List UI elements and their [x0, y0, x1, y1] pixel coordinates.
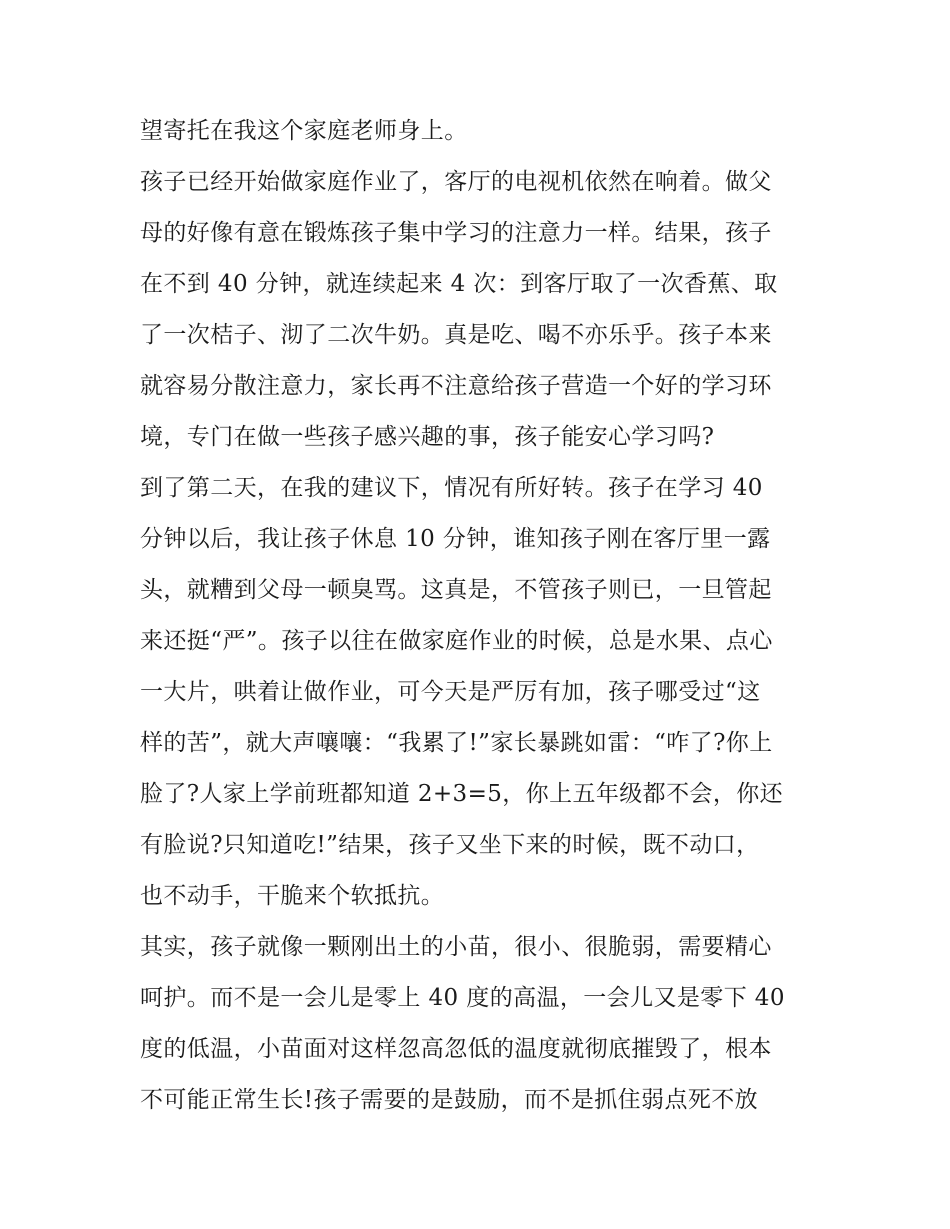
text-line: 了一次桔子、沏了二次牛奶。真是吃、喝不亦乐乎。孩子本来	[140, 322, 772, 348]
text-line: 望寄托在我这个家庭老师身上。	[140, 118, 468, 144]
text-line: 脸了?人家上学前班都知道 2+3=5，你上五年级都不会，你还	[140, 781, 784, 807]
text-line: 分钟以后，我让孩子休息 10 分钟，谁知孩子刚在客厅里一露	[140, 526, 771, 552]
text-line: 孩子已经开始做家庭作业了，客厅的电视机依然在响着。做父	[140, 169, 772, 195]
text-line: 到了第二天，在我的建议下，情况有所好转。孩子在学习 40	[140, 475, 763, 501]
text-line: 其实，孩子就像一颗刚出土的小苗，很小、很脆弱，需要精心	[140, 934, 772, 960]
text-body	[140, 106, 820, 1126]
text-line: 也不动手，干脆来个软抵抗。	[140, 883, 445, 909]
text-line: 样的苦”，就大声嚷嚷：“我累了!”家长暴跳如雷：“咋了?你上	[140, 730, 773, 756]
text-line: 头，就糟到父母一顿臭骂。这真是，不管孩子则已，一旦管起	[140, 577, 772, 603]
text-line: 在不到 40 分钟，就连续起来 4 次：到客厅取了一次香蕉、取	[140, 271, 778, 297]
text-line: 境，专门在做一些孩子感兴趣的事，孩子能安心学习吗?	[140, 424, 715, 450]
text-line: 母的好像有意在锻炼孩子集中学习的注意力一样。结果，孩子	[140, 220, 772, 246]
text-line: 度的低温，小苗面对这样忽高忽低的温度就彻底摧毁了，根本	[140, 1036, 772, 1062]
text-line: 有脸说?只知道吃!”结果，孩子又坐下来的时候，既不动口，	[140, 832, 760, 858]
text-line: 呵护。而不是一会儿是零上 40 度的高温，一会儿又是零下 40	[140, 985, 785, 1011]
text-line: 不可能正常生长!孩子需要的是鼓励，而不是抓住弱点死不放	[140, 1087, 759, 1113]
text-line: 来还挺“严”。孩子以往在做家庭作业的时候，总是水果、点心	[140, 628, 773, 654]
text-line: 就容易分散注意力，家长再不注意给孩子营造一个好的学习环	[140, 373, 772, 399]
text-line: 一大片，哄着让做作业，可今天是严厉有加，孩子哪受过“这	[140, 679, 761, 705]
